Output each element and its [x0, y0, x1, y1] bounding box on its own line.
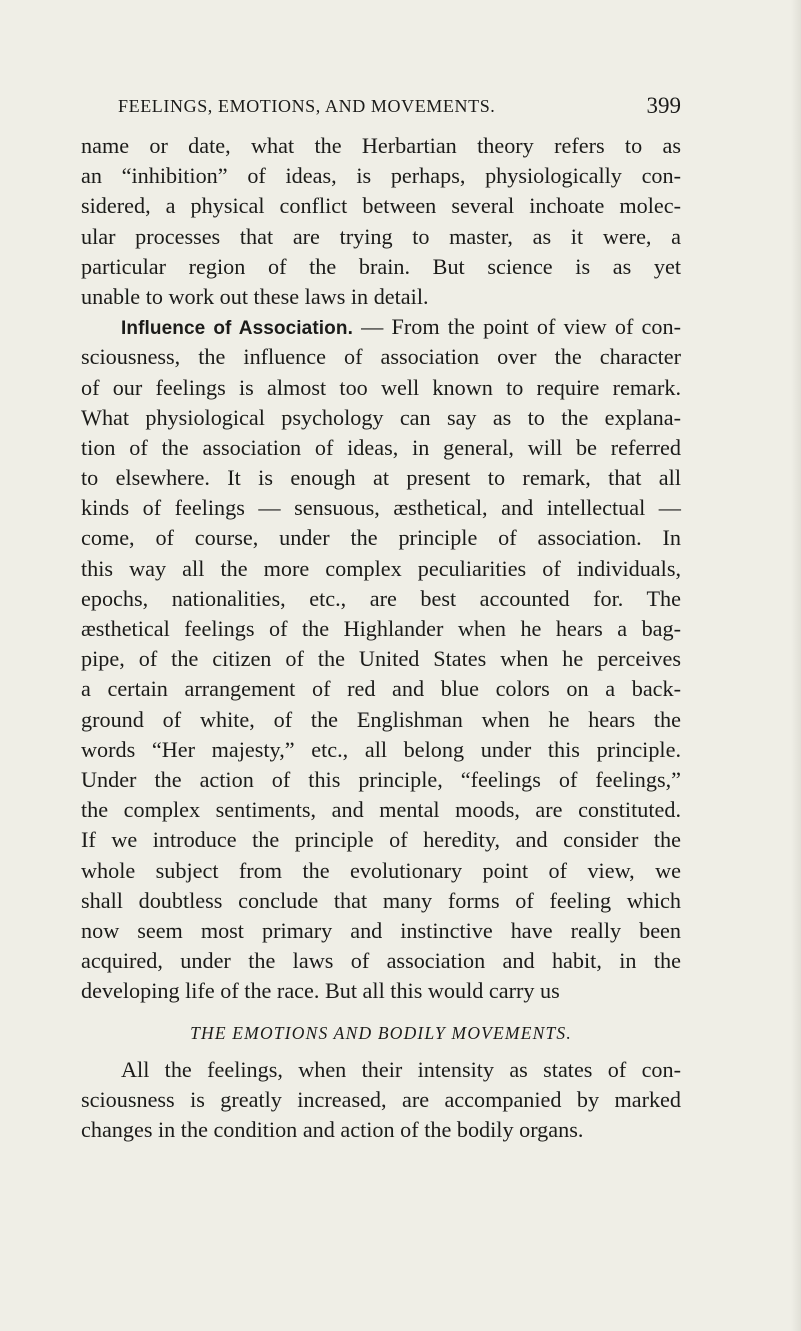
- text-line: particular region of the brain. But science is as yet: [81, 253, 681, 279]
- text-line: now seem most primary and instinctive have really been: [81, 917, 681, 943]
- body-text: [81, 131, 681, 1145]
- text-line: of our feelings is almost too well known to require remark.: [81, 374, 681, 400]
- text-line: come, of course, under the principle of association. In: [81, 525, 681, 551]
- text-line: æsthetical feelings of the Highlander when he hears a bag-: [81, 616, 681, 641]
- text-line-with-heading: [81, 312, 681, 342]
- text-line: ground of white, of the Englishman when he hears the: [81, 706, 681, 732]
- text-line: shall doubtless conclude that many forms of feeling which: [81, 887, 681, 913]
- page-number: 399: [646, 93, 681, 118]
- text-line: this way all the more complex peculiarities of individuals,: [81, 555, 681, 581]
- text-line: Under the action of this principle, “feelings of feelings,”: [81, 766, 681, 792]
- heading-line-text: — From the point of view of con-: [352, 314, 681, 340]
- text-line: a certain arrangement of red and blue colors on a back-: [81, 676, 681, 702]
- text-line: All the feelings, when their intensity as states of con-: [121, 1056, 681, 1082]
- paragraph-influence-of-association: [81, 312, 681, 1006]
- text-line: ular processes that are trying to master, as it were, a: [81, 223, 681, 249]
- text-line: tion of the association of ideas, in general, will be referred: [81, 434, 681, 460]
- running-title: FEELINGS, EMOTIONS, AND MOVEMENTS.: [118, 96, 496, 116]
- text-line: unable to work out these laws in detail.: [81, 283, 429, 309]
- text-line: If we introduce the principle of heredity, and consider the: [81, 827, 681, 853]
- section-title: THE EMOTIONS AND BODILY MOVEMENTS.: [190, 1023, 572, 1044]
- text-line: acquired, under the laws of association and habit, in the: [81, 948, 681, 974]
- text-line: an “inhibition” of ideas, is perhaps, physiologically con-: [81, 163, 681, 189]
- text-line: name or date, what the Herbartian theory refers to as: [81, 133, 681, 158]
- page-edge-shadow: [791, 0, 801, 1331]
- text-line: pipe, of the citizen of the United States when he perceives: [81, 646, 681, 672]
- run-in-heading: Influence of Association.: [121, 318, 353, 340]
- paragraph-emotions: [81, 1055, 681, 1146]
- text-line: whole subject from the evolutionary point of view, we: [81, 857, 681, 883]
- text-line: the complex sentiments, and mental moods, are constituted.: [81, 797, 681, 823]
- text-line: words “Her majesty,” etc., all belong under this principle.: [81, 736, 681, 762]
- running-head: [118, 90, 681, 122]
- text-line: sidered, a physical conflict between several inchoate molec-: [81, 193, 681, 219]
- text-line: What physiological psychology can say as to the explana-: [81, 404, 681, 430]
- text-line: epochs, nationalities, etc., are best accounted for. The: [81, 585, 681, 611]
- text-line: changes in the condition and action of the bodily organs.: [81, 1117, 584, 1142]
- text-line: sciousness, the influence of association over the character: [81, 344, 681, 370]
- paragraph-continuation: [81, 131, 681, 312]
- text-line: to elsewhere. It is enough at present to remark, that all: [81, 465, 681, 491]
- text-line: sciousness is greatly increased, are accompanied by marked: [81, 1086, 681, 1112]
- text-line: developing life of the race. But all this would carry us: [81, 978, 560, 1004]
- text-line: kinds of feelings — sensuous, æsthetical, and intellectual —: [81, 495, 681, 521]
